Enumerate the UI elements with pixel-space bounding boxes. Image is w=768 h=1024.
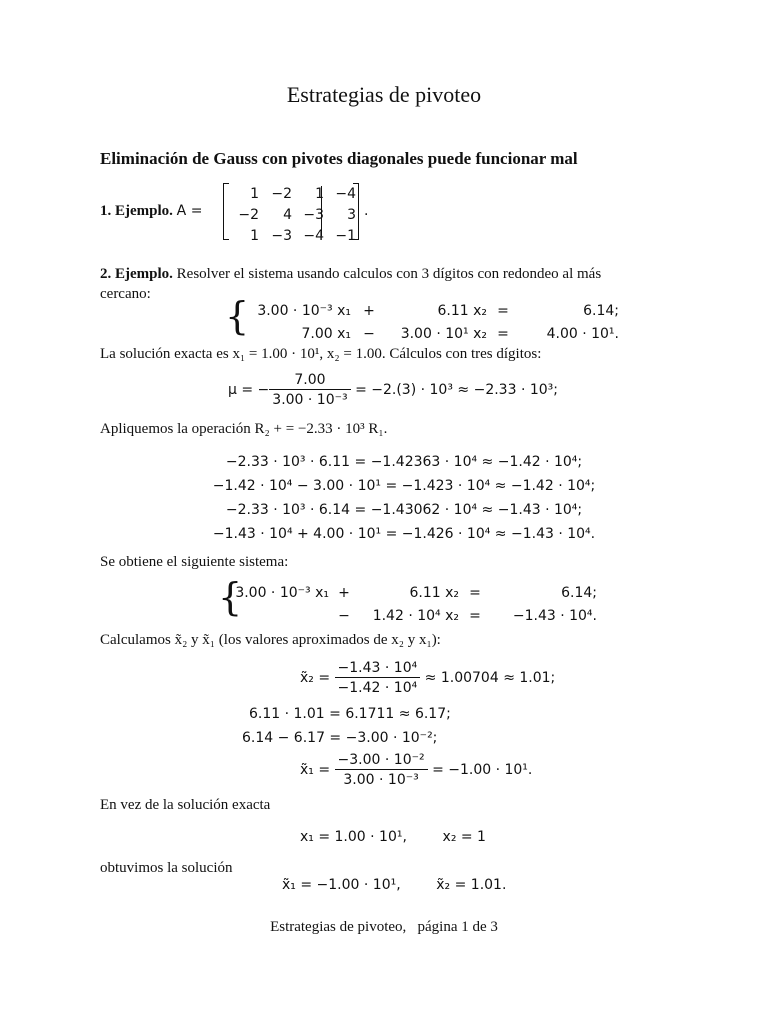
matrix-row: [228, 205, 357, 226]
left-brace: {: [225, 294, 250, 338]
mu-fraction: $\frac{7.00}{\text{3.00 · 10⁻³}}$: [269, 372, 350, 408]
x2-fraction: $\frac{\text{−1.43 · 10⁴}}{\text{−1.42 · 10⁴}}$: [335, 660, 421, 696]
example2-text-line1: Resolver el sistema usando calculos con 3 dígitos con redondeo al más: [176, 266, 602, 282]
matrix-cell: −2: [271, 186, 292, 202]
system-row: 7.00 x₁ − 3.00 · 10¹ x₂ = 4.00 · 10¹.: [301, 326, 619, 342]
matrix-cell: −4: [335, 186, 356, 202]
matrix-cell: 1: [315, 186, 324, 202]
matrix-cell: 1: [250, 228, 259, 244]
x1-fraction: $\frac{\text{−3.00 · 10⁻²}}{\text{3.00 · 10⁻³}}$: [335, 752, 428, 788]
equation-system-2: [232, 582, 598, 628]
matrix-cell: −3: [303, 207, 324, 223]
matrix-cell: −2: [238, 207, 259, 223]
difference-line: 6.14 − 6.17 = −3.00 · 10⁻²;: [242, 730, 438, 746]
example1-end: .: [364, 203, 369, 219]
left-brace: {: [218, 575, 243, 619]
matrix-cell: 4: [283, 207, 292, 223]
exact-solution-text: La solución exacta es x₁ = 1.00 · 10¹, x₂ = 1.00. Cálculos con tres dígitos:: [100, 346, 542, 362]
calculation-block: [0, 450, 768, 546]
example1-label: 1. Ejemplo.: [100, 203, 173, 219]
matrix-row: [228, 184, 357, 205]
example1-lhs: A =: [176, 203, 203, 219]
obtain-system-text: Se obtiene el siguiente sistema:: [100, 554, 289, 570]
approx-values-text: Calculamos x̃₂ y x̃₁ (los valores aproximados de x₂ y x₁):: [100, 632, 441, 648]
exact-solution: x₁ = 1.00 · 10¹, x₂ = 1: [300, 829, 486, 845]
x1-equation: x̃₁ = $\frac{\text{−3.00 · 10⁻²}}{\text{3.00 · 10⁻³}}$ = −1.00 · 10¹.: [300, 752, 533, 788]
system-row: 3.00 · 10⁻³ x₁ + 6.11 x₂ = 6.14;: [257, 303, 619, 319]
calc-line: −2.33 · 10³ · 6.14 = −1.43062 · 10⁴ ≈ −1.43 · 10⁴;: [225, 502, 583, 518]
matrix-row: [228, 226, 357, 247]
matrix-cell: −4: [303, 228, 324, 244]
instead-text: En vez de la solución exacta: [100, 797, 271, 813]
system-row: 3.00 · 10⁻³ x₁ + 6.11 x₂ = 6.14;: [235, 585, 597, 601]
page-footer: Estrategias de pivoteo, página 1 de 3: [270, 919, 498, 935]
matrix-cell: 1: [250, 186, 259, 202]
apply-operation-text: Apliquemos la operación R₂ + = −2.33 · 10³ R₁.: [100, 421, 388, 437]
section-title: Eliminación de Gauss con pivotes diagonales puede funcionar mal: [100, 149, 578, 168]
approx-solution: x̃₁ = −1.00 · 10¹, x̃₂ = 1.01.: [282, 877, 507, 893]
obtained-text: obtuvimos la solución: [100, 860, 233, 876]
matrix-cell: −3: [271, 228, 292, 244]
system-row: − 1.42 · 10⁴ x₂ = −1.43 · 10⁴.: [338, 608, 597, 624]
x2-equation: x̃₂ = $\frac{\text{−1.43 · 10⁴}}{\text{−1.42 · 10⁴}}$ ≈ 1.00704 ≈ 1.01;: [300, 660, 556, 696]
page-title: Estrategias de pivoteo: [286, 82, 482, 107]
calc-line: −2.33 · 10³ · 6.11 = −1.42363 · 10⁴ ≈ −1.42 · 10⁴;: [225, 454, 583, 470]
product-line: 6.11 · 1.01 = 6.1711 ≈ 6.17;: [249, 706, 451, 722]
example2-label: 2. Ejemplo.: [100, 266, 173, 282]
calc-line: −1.43 · 10⁴ + 4.00 · 10¹ = −1.426 · 10⁴ ≈ −1.43 · 10⁴.: [212, 526, 596, 542]
matrix-cell: 3: [347, 207, 356, 223]
mu-equation: μ = − $\frac{7.00}{\text{3.00 · 10⁻³}}$ = −2.(3) · 10³ ≈ −2.33 · 10³;: [228, 372, 558, 408]
equation-system-1: [240, 300, 620, 346]
matrix-cell: −1: [335, 228, 356, 244]
example2-text-line2: cercano:: [100, 286, 151, 302]
calc-line: −1.42 · 10⁴ − 3.00 · 10¹ = −1.423 · 10⁴ ≈ −1.42 · 10⁴;: [212, 478, 596, 494]
